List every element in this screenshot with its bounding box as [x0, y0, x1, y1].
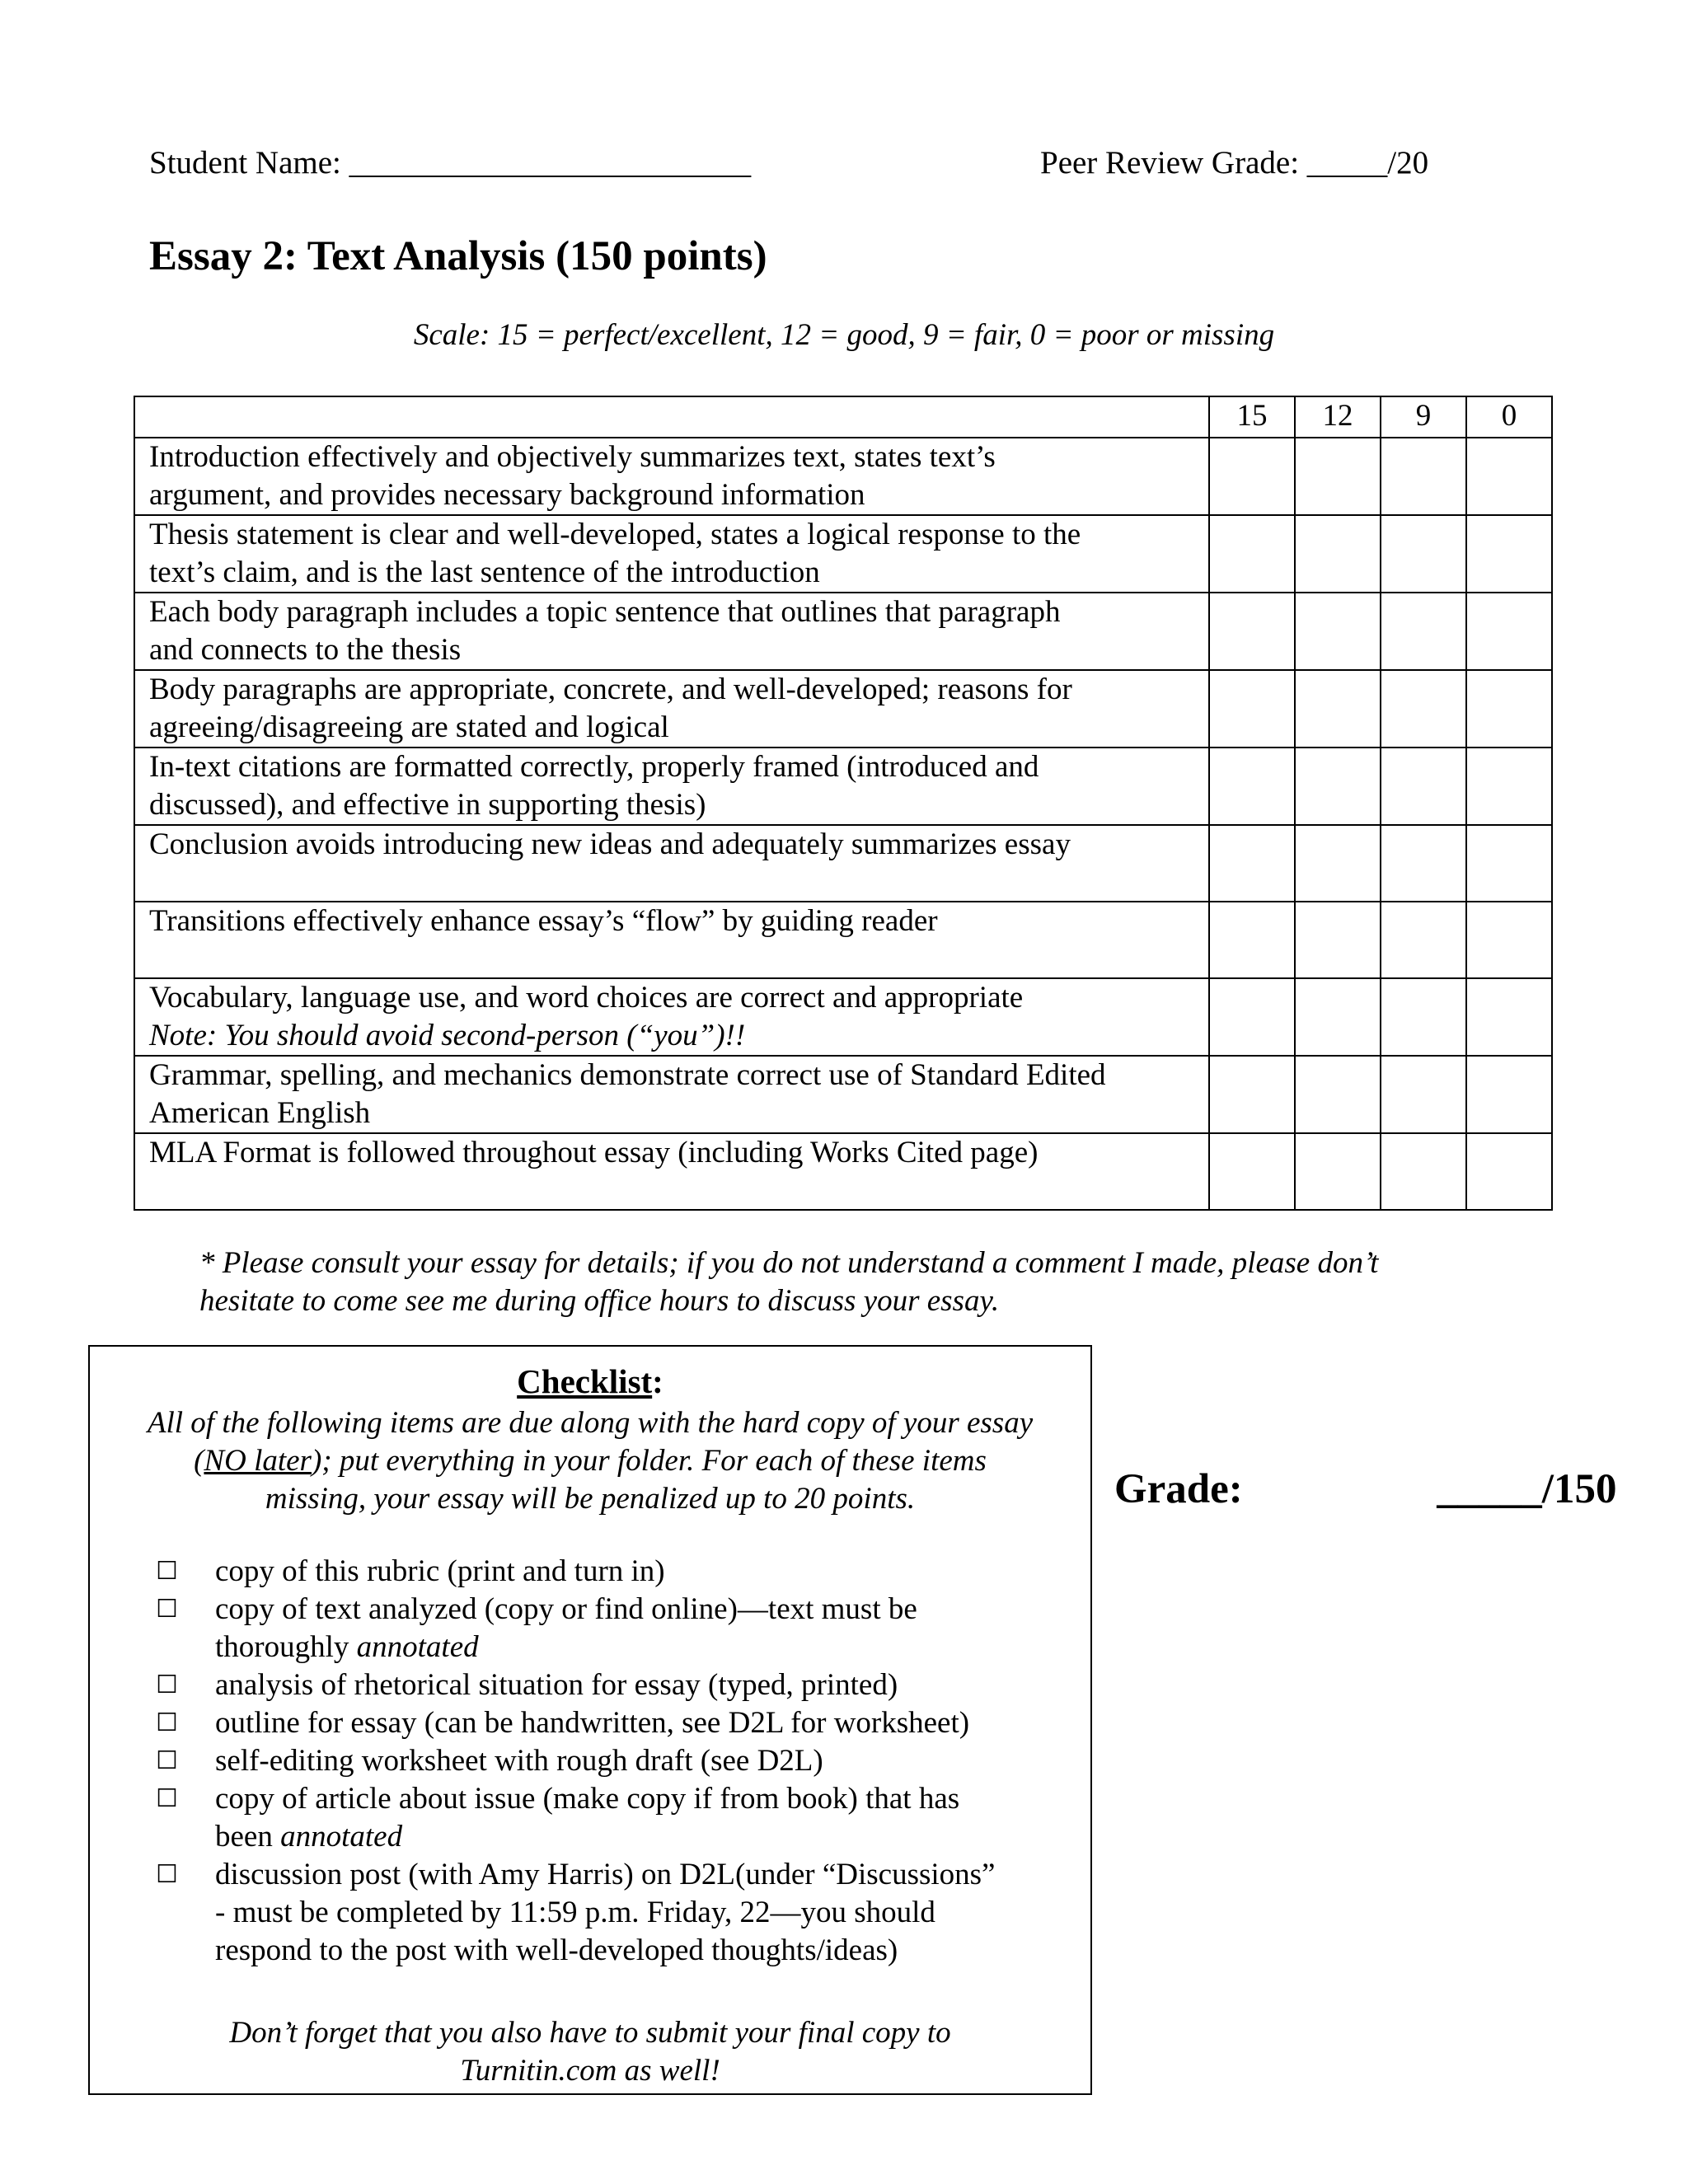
score-cell-12[interactable] [1295, 1133, 1381, 1210]
table-row [134, 670, 1552, 748]
footnote-line: hesitate to come see me during office hours to discuss your essay. [199, 1284, 1000, 1318]
score-cell-15[interactable] [1209, 902, 1295, 978]
criterion-text: In-text citations are formatted correctly, properly framed (introduced and discussed), and effective in supporting thesis) [134, 748, 1209, 825]
score-cell-12[interactable] [1295, 1056, 1381, 1133]
score-cell-0[interactable] [1466, 825, 1552, 902]
score-cell-9[interactable] [1381, 978, 1466, 1056]
page-title: Essay 2: Text Analysis (150 points) [149, 233, 767, 279]
score-cell-12[interactable] [1295, 902, 1381, 978]
criterion-text: Conclusion avoids introducing new ideas and adequately summarizes essay [134, 825, 1209, 902]
score-cell-9[interactable] [1381, 438, 1466, 515]
score-cell-0[interactable] [1466, 978, 1552, 1056]
checklist-note: Don’t forget that you also have to submit your final copy to Turnitin.com as well! [229, 2016, 951, 2088]
checkbox-icon[interactable]: ☐ [156, 1595, 178, 1624]
score-cell-12[interactable] [1295, 593, 1381, 670]
checklist-intro: All of the following items are due along with the hard copy of your essay (NO later); put everything in your folder. For each of these items missing, your essay will be penalized up to 20 points. [147, 1406, 1034, 1516]
score-header-0: 0 [1466, 396, 1552, 438]
grade-field [1114, 1465, 1616, 1513]
table-row [134, 515, 1552, 593]
checklist-box [88, 1345, 1092, 2095]
checklist-item: ☐ copy of article about issue (make copy if from book) that has been annotated [156, 1782, 960, 1854]
grade-label: Grade: [1114, 1466, 1243, 1512]
checklist-item: ☐ analysis of rhetorical situation for essay (typed, printed) [156, 1666, 1071, 1704]
score-cell-0[interactable] [1466, 902, 1552, 978]
score-cell-9[interactable] [1381, 670, 1466, 748]
score-cell-12[interactable] [1295, 438, 1381, 515]
table-row [134, 1133, 1552, 1210]
table-row [134, 978, 1552, 1056]
score-cell-12[interactable] [1295, 825, 1381, 902]
criterion-text: MLA Format is followed throughout essay (including Works Cited page) [134, 1133, 1209, 1210]
peer-review-grade: Peer Review Grade: _____/20 [1040, 145, 1429, 180]
score-cell-12[interactable] [1295, 515, 1381, 593]
student-name-field[interactable]: Student Name: _________________________ [149, 145, 752, 180]
checkbox-icon[interactable]: ☐ [156, 1860, 178, 1889]
score-cell-0[interactable] [1466, 593, 1552, 670]
table-row [134, 593, 1552, 670]
criterion-text: Thesis statement is clear and well-developed, states a logical response to the text’s claim, and is the last sentence of the introduction [134, 515, 1209, 593]
score-cell-12[interactable] [1295, 670, 1381, 748]
checkbox-icon[interactable]: ☐ [156, 1746, 178, 1775]
score-cell-0[interactable] [1466, 748, 1552, 825]
checklist-item: ☐ copy of text analyzed (copy or find online)—text must be thoroughly annotated [156, 1592, 917, 1664]
score-cell-12[interactable] [1295, 978, 1381, 1056]
rubric-header-row [134, 396, 1552, 438]
score-header-15: 15 [1209, 396, 1295, 438]
criterion-text: Transitions effectively enhance essay’s “flow” by guiding reader [134, 902, 1209, 978]
checklist-items [156, 1553, 1071, 1970]
criterion-text: Introduction effectively and objectively summarizes text, states text’s argument, and provides necessary background information [134, 438, 1209, 515]
score-cell-15[interactable] [1209, 670, 1295, 748]
score-cell-15[interactable] [1209, 515, 1295, 593]
table-row [134, 1056, 1552, 1133]
footnote-line: * Please consult your essay for details; if you do not understand a comment I made, please don’t [199, 1246, 1379, 1280]
score-cell-9[interactable] [1381, 902, 1466, 978]
rubric-header-blank [134, 396, 1209, 438]
criterion-text: Body paragraphs are appropriate, concrete, and well-developed; reasons for agreeing/disagreeing are stated and logical [134, 670, 1209, 748]
score-cell-15[interactable] [1209, 978, 1295, 1056]
checkbox-icon[interactable]: ☐ [156, 1671, 178, 1699]
checklist-title: Checklist: [517, 1362, 663, 1400]
grade-blank[interactable]: _____/150 [1437, 1466, 1617, 1512]
score-cell-9[interactable] [1381, 515, 1466, 593]
checklist-item: ☐ self-editing worksheet with rough draft (see D2L) [156, 1742, 1071, 1780]
scale-legend: Scale: 15 = perfect/excellent, 12 = good, 9 = fair, 0 = poor or missing [413, 318, 1275, 352]
table-row [134, 825, 1552, 902]
criterion-text: Vocabulary, language use, and word choices are correct and appropriate Note: You should avoid second-person (“you”)!! [134, 978, 1209, 1056]
score-cell-0[interactable] [1466, 438, 1552, 515]
score-cell-12[interactable] [1295, 748, 1381, 825]
score-cell-9[interactable] [1381, 1056, 1466, 1133]
score-cell-15[interactable] [1209, 593, 1295, 670]
score-cell-9[interactable] [1381, 825, 1466, 902]
score-cell-0[interactable] [1466, 515, 1552, 593]
score-cell-0[interactable] [1466, 670, 1552, 748]
score-header-12: 12 [1295, 396, 1381, 438]
table-row [134, 438, 1552, 515]
score-cell-15[interactable] [1209, 438, 1295, 515]
score-cell-15[interactable] [1209, 1133, 1295, 1210]
score-cell-0[interactable] [1466, 1056, 1552, 1133]
score-cell-15[interactable] [1209, 1056, 1295, 1133]
score-cell-9[interactable] [1381, 748, 1466, 825]
score-header-9: 9 [1381, 396, 1466, 438]
criterion-text: Each body paragraph includes a topic sentence that outlines that paragraph and connects to the thesis [134, 593, 1209, 670]
rubric-table [134, 396, 1553, 1211]
score-cell-15[interactable] [1209, 825, 1295, 902]
score-cell-9[interactable] [1381, 593, 1466, 670]
checklist-item: ☐ outline for essay (can be handwritten, see D2L for worksheet) [156, 1704, 1071, 1742]
score-cell-15[interactable] [1209, 748, 1295, 825]
table-row [134, 902, 1552, 978]
score-cell-9[interactable] [1381, 1133, 1466, 1210]
checklist-item: ☐ copy of this rubric (print and turn in) [156, 1553, 1071, 1591]
checkbox-icon[interactable]: ☐ [156, 1784, 178, 1813]
checkbox-icon[interactable]: ☐ [156, 1557, 178, 1586]
footnote [199, 1244, 1601, 1320]
criterion-text: Grammar, spelling, and mechanics demonstrate correct use of Standard Edited American English [134, 1056, 1209, 1133]
table-row [134, 748, 1552, 825]
checklist-item: ☐ discussion post (with Amy Harris) on D2L(under “Discussions” - must be completed by 11:59 p.m. Friday, 22—you should respond to the post with well-developed thoughts/ideas) [156, 1858, 996, 1967]
checkbox-icon[interactable]: ☐ [156, 1708, 178, 1737]
score-cell-0[interactable] [1466, 1133, 1552, 1210]
